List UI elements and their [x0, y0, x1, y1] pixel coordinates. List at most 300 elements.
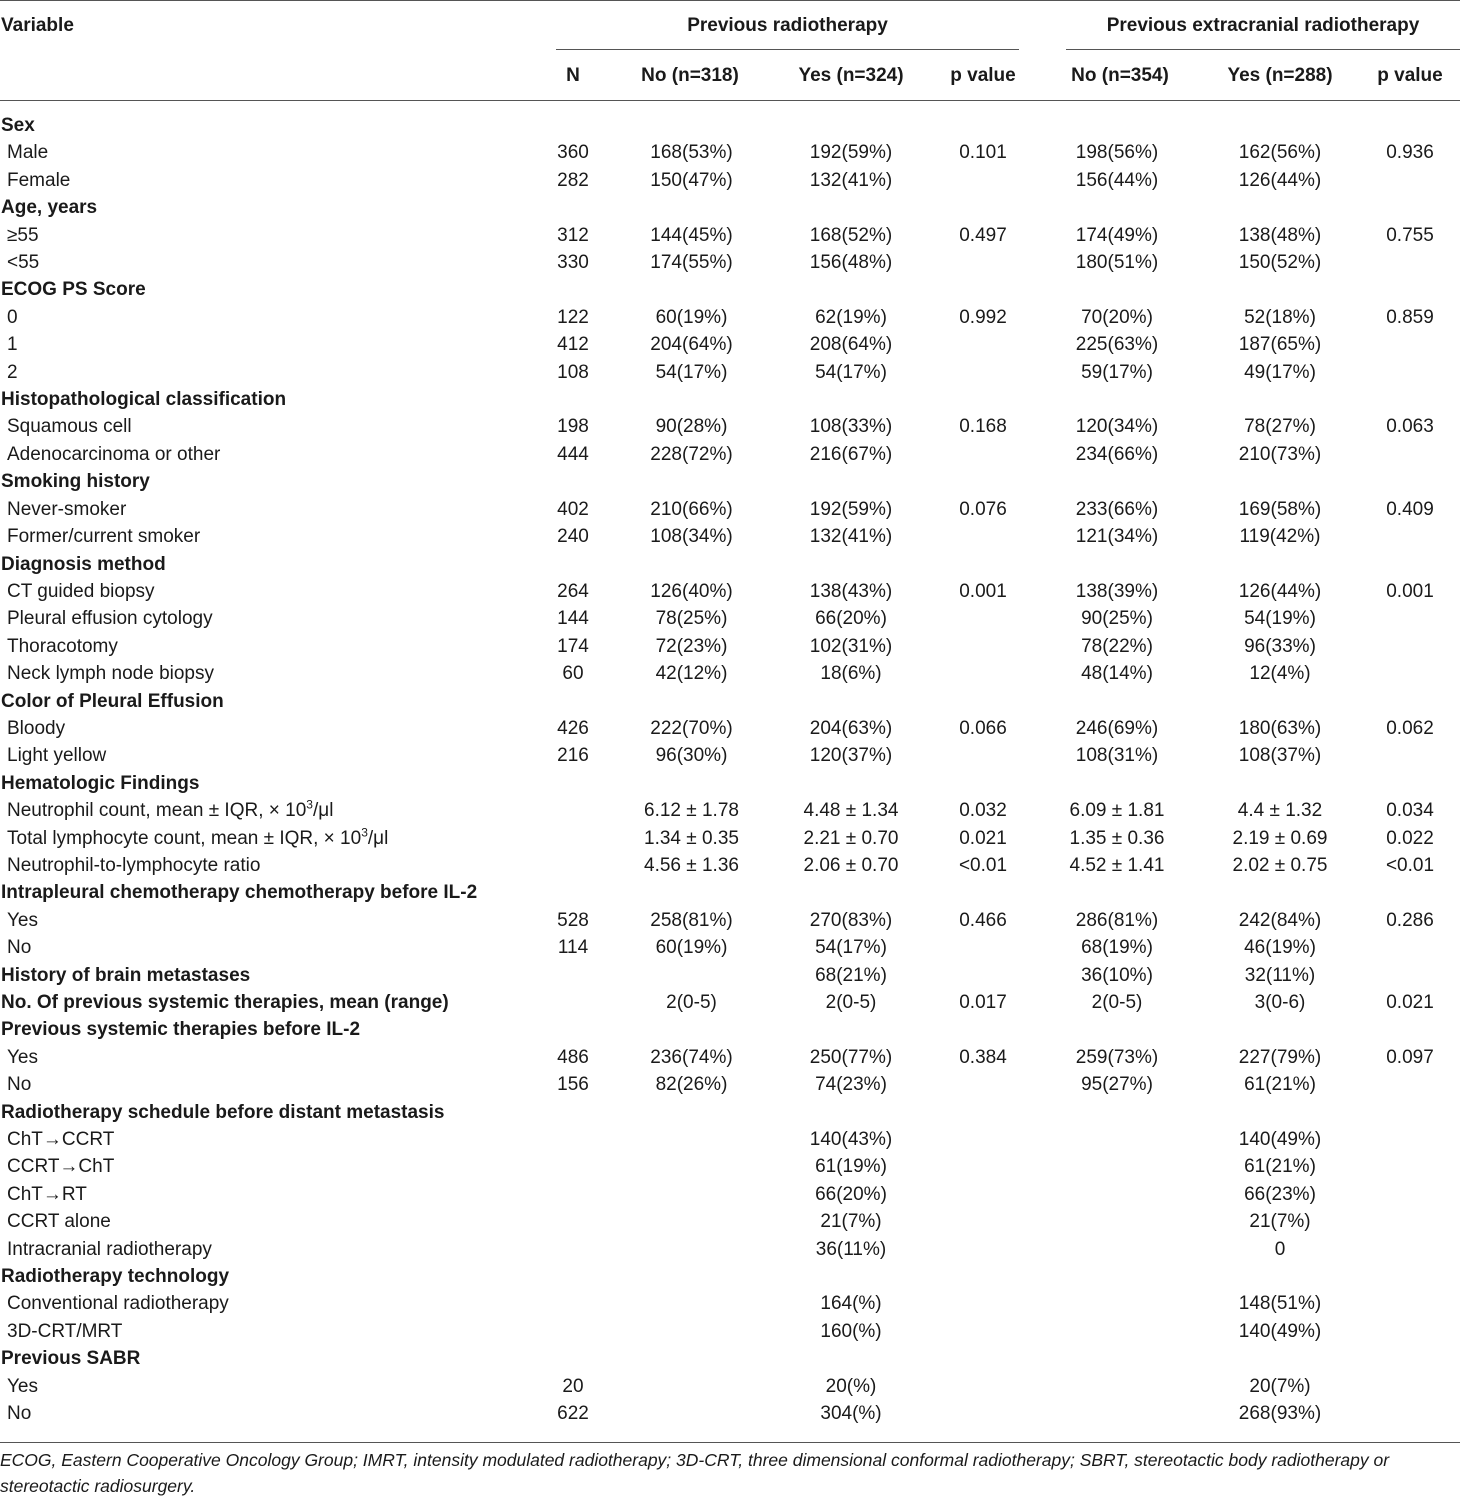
section-row [0, 551, 1460, 578]
table-cell [613, 1153, 770, 1180]
table-cell [932, 551, 1034, 578]
table-cell: 486 [557, 1046, 589, 1068]
table-cell: 20(%) [825, 1375, 877, 1397]
table-cell: 0.409 [1386, 498, 1434, 520]
table-cell: 120(34%) [1075, 416, 1159, 438]
row-label: Yes [7, 1046, 38, 1068]
table-cell [613, 1263, 770, 1290]
table-cell: 0.001 [1386, 580, 1434, 602]
table-row [0, 660, 1460, 687]
table-cell [613, 194, 770, 221]
table-cell: 0.076 [959, 498, 1007, 520]
table-cell: 70(20%) [1081, 306, 1153, 328]
table-cell [1360, 359, 1460, 386]
section-label: Color of Pleural Effusion [1, 690, 224, 712]
table-cell: 96(33%) [1244, 635, 1316, 657]
table-cell [613, 962, 770, 989]
table-cell: 126(44%) [1238, 169, 1322, 191]
table-row [0, 523, 1460, 550]
table-cell [1360, 1181, 1460, 1208]
section-row [0, 1016, 1460, 1043]
table-cell: 68(21%) [815, 964, 887, 986]
table-cell [932, 112, 1034, 139]
row-label: Neutrophil count, mean ± IQR, × $10^3/\mu l$ [7, 797, 334, 822]
section-label: History of brain metastases [1, 964, 251, 986]
table-cell: 0.859 [1386, 306, 1434, 328]
table-cell: 216 [557, 745, 589, 767]
table-cell [770, 688, 932, 715]
table-cell [1034, 112, 1200, 139]
table-cell [533, 1016, 613, 1043]
table-cell: 90(28%) [655, 416, 728, 438]
table-cell: 72(23%) [655, 635, 728, 657]
table-cell [1360, 1126, 1460, 1153]
table-cell [1360, 551, 1460, 578]
table-cell [533, 879, 613, 906]
table-row [0, 605, 1460, 632]
group1-underline [556, 49, 1019, 50]
table-cell [932, 1099, 1034, 1126]
table-cell [1034, 1400, 1200, 1427]
table-cell [1034, 1373, 1200, 1400]
section-label: Radiotherapy technology [1, 1266, 230, 1288]
table-cell: 2.19 ± 0.69 [1232, 827, 1328, 849]
col-header-no-prev-rt: No (n=318) [641, 65, 739, 86]
table-cell [1034, 688, 1200, 715]
table-cell [1200, 1099, 1360, 1126]
section-row [0, 276, 1460, 303]
table-cell: 61(21%) [1244, 1156, 1316, 1178]
table-row [0, 413, 1460, 440]
table-cell: 160(%) [820, 1320, 882, 1342]
table-cell [533, 1236, 613, 1263]
table-cell [932, 468, 1034, 495]
table-cell: 198 [557, 416, 589, 438]
table-cell [533, 468, 613, 495]
baseline-characteristics-table [0, 112, 1460, 1428]
table-cell: 192(59%) [809, 142, 893, 164]
table-cell: 0.466 [959, 909, 1007, 931]
section-row [0, 770, 1460, 797]
row-label: ChT→CCRT [7, 1129, 115, 1151]
table-cell: 138(43%) [809, 580, 893, 602]
table-cell [613, 112, 770, 139]
table-cell: 198(56%) [1075, 142, 1159, 164]
table-cell: 187(65%) [1238, 334, 1322, 356]
table-cell: 264 [557, 580, 589, 602]
table-cell: 174(55%) [650, 252, 733, 274]
table-cell [533, 1126, 613, 1153]
row-label: 3D-CRT/MRT [7, 1320, 123, 1342]
table-cell: 20(7%) [1249, 1375, 1311, 1397]
section-row [0, 962, 1460, 989]
row-label: Yes [7, 909, 38, 931]
table-cell [533, 852, 613, 879]
table-cell [770, 468, 932, 495]
table-cell [770, 551, 932, 578]
table-cell [1034, 468, 1200, 495]
table-cell [932, 742, 1034, 769]
row-label: Yes [7, 1375, 38, 1397]
table-cell [932, 688, 1034, 715]
table-cell [613, 1099, 770, 1126]
table-cell [932, 249, 1034, 276]
table-cell: 0.101 [959, 142, 1007, 164]
table-cell [1360, 523, 1460, 550]
table-row [0, 633, 1460, 660]
table-cell: 246(69%) [1075, 717, 1159, 739]
table-cell [932, 633, 1034, 660]
table-cell: 312 [557, 224, 589, 246]
row-label: Former/current smoker [7, 526, 201, 548]
table-row [0, 825, 1460, 852]
table-cell: 234(66%) [1075, 443, 1159, 465]
table-cell [1034, 1236, 1200, 1263]
table-cell [1034, 551, 1200, 578]
table-cell: 210(66%) [650, 498, 733, 520]
table-cell: 0.021 [959, 827, 1007, 849]
row-label: <55 [7, 252, 40, 274]
table-cell [533, 825, 613, 852]
table-cell [1200, 386, 1360, 413]
table-cell [533, 797, 613, 824]
table-row [0, 249, 1460, 276]
table-cell [1200, 770, 1360, 797]
table-cell: 236(74%) [650, 1046, 733, 1068]
table-cell: 282 [557, 169, 589, 191]
table-row [0, 1153, 1460, 1180]
section-label: Previous SABR [1, 1348, 141, 1370]
table-cell [1034, 1126, 1200, 1153]
table-cell: 402 [557, 498, 589, 520]
table-cell: 95(27%) [1081, 1074, 1153, 1096]
section-label: Sex [1, 115, 35, 136]
table-cell [533, 551, 613, 578]
table-cell: 0.097 [1386, 1046, 1434, 1068]
table-cell [1360, 742, 1460, 769]
table-cell [932, 386, 1034, 413]
table-cell [1034, 1099, 1200, 1126]
table-cell: 4.4 ± 1.32 [1237, 800, 1323, 822]
table-cell [1200, 1345, 1360, 1372]
table-cell: 36(10%) [1081, 964, 1153, 986]
table-row [0, 331, 1460, 358]
group2-underline [1066, 49, 1460, 50]
table-cell [1360, 1208, 1460, 1235]
row-label: Adenocarcinoma or other [7, 443, 221, 465]
table-cell: 4.48 ± 1.34 [803, 800, 899, 822]
section-row [0, 112, 1460, 139]
section-row [0, 194, 1460, 221]
table-cell: 54(17%) [815, 361, 887, 383]
table-cell: 208(64%) [809, 334, 893, 356]
section-label: Histopathological classification [1, 389, 287, 411]
table-cell: 108(37%) [1238, 745, 1322, 767]
table-cell: 18(6%) [820, 663, 882, 685]
table-cell: 12(4%) [1249, 663, 1311, 685]
table-cell: 61(21%) [1244, 1074, 1316, 1096]
section-row [0, 468, 1460, 495]
table-row [0, 715, 1460, 742]
table-cell: 225(63%) [1075, 334, 1159, 356]
table-cell: 1.35 ± 0.36 [1069, 827, 1165, 849]
table-row [0, 1071, 1460, 1098]
table-cell: 204(64%) [650, 334, 733, 356]
table-cell: 227(79%) [1238, 1046, 1322, 1068]
table-cell: 222(70%) [650, 717, 733, 739]
table-cell [932, 1290, 1034, 1317]
table-row [0, 222, 1460, 249]
table-cell: 96(30%) [655, 745, 728, 767]
table-cell: 32(11%) [1244, 964, 1316, 986]
row-label: CCRT alone [7, 1211, 111, 1233]
table-cell: 0.021 [1386, 992, 1434, 1013]
row-label: Male [7, 142, 49, 164]
table-cell [932, 879, 1034, 906]
table-cell [613, 879, 770, 906]
table-cell: 150(47%) [650, 169, 733, 191]
table-cell [533, 112, 613, 139]
table-cell [932, 359, 1034, 386]
table-row [0, 1126, 1460, 1153]
table-cell [1034, 1153, 1200, 1180]
table-cell: 61(19%) [815, 1156, 887, 1178]
col-header-no-extracranial: No (n=354) [1071, 65, 1169, 86]
table-cell [1360, 194, 1460, 221]
table-cell [613, 1290, 770, 1317]
row-label: Bloody [7, 717, 66, 739]
table-cell [1360, 1345, 1460, 1372]
table-cell [1360, 1071, 1460, 1098]
table-cell: 66(23%) [1244, 1183, 1316, 1205]
header-rule [0, 100, 1460, 101]
table-cell: 270(83%) [809, 909, 893, 931]
table-cell [932, 1208, 1034, 1235]
table-cell: 68(19%) [1081, 937, 1153, 959]
table-cell [1200, 276, 1360, 303]
table-cell [533, 770, 613, 797]
col-header-n: N [566, 65, 580, 86]
table-cell: 0.286 [1386, 909, 1434, 931]
table-cell: 144 [557, 608, 589, 630]
table-cell [1034, 1181, 1200, 1208]
table-cell [770, 112, 932, 139]
table-cell [613, 1181, 770, 1208]
table-cell: 444 [557, 443, 589, 465]
table-cell [613, 1016, 770, 1043]
table-cell: 140(49%) [1238, 1320, 1322, 1342]
row-label: No [7, 937, 32, 959]
table-cell: 144(45%) [650, 224, 733, 246]
table-cell: 108(33%) [809, 416, 893, 438]
table-cell: 82(26%) [655, 1074, 728, 1096]
table-cell: 0.017 [959, 992, 1007, 1013]
table-row [0, 1318, 1460, 1345]
table-cell: 242(84%) [1238, 909, 1322, 931]
table-cell: 42(12%) [655, 663, 728, 685]
table-cell: 2(0-5) [825, 992, 877, 1013]
row-label: Neutrophil-to-lymphocyte ratio [7, 854, 261, 876]
table-cell: 164(%) [820, 1293, 882, 1315]
table-cell [932, 1236, 1034, 1263]
table-cell: 4.52 ± 1.41 [1069, 854, 1165, 876]
section-label: Intrapleural chemotherapy chemotherapy before IL-2 [1, 882, 478, 904]
superscript: 3 [306, 797, 313, 812]
table-cell [1360, 688, 1460, 715]
table-row [0, 578, 1460, 605]
table-cell [1034, 879, 1200, 906]
table-cell: 138(39%) [1075, 580, 1159, 602]
section-label: Smoking history [1, 471, 150, 493]
table-cell [1200, 879, 1360, 906]
table-cell [1360, 1099, 1460, 1126]
table-cell [932, 331, 1034, 358]
table-cell [932, 1181, 1034, 1208]
table-cell: 78(27%) [1244, 416, 1316, 438]
table-cell: 62(19%) [815, 306, 887, 328]
table-cell [770, 1263, 932, 1290]
table-cell [1360, 276, 1460, 303]
table-row [0, 359, 1460, 386]
table-cell: 6.12 ± 1.78 [644, 800, 739, 822]
table-cell [533, 1181, 613, 1208]
table-cell: 216(67%) [809, 443, 893, 465]
table-cell: 304(%) [820, 1403, 882, 1425]
table-cell [1200, 112, 1360, 139]
table-cell [1360, 112, 1460, 139]
table-cell [932, 934, 1034, 961]
table-cell: 156(44%) [1075, 169, 1159, 191]
section-label: Hematologic Findings [1, 772, 200, 794]
table-cell [1360, 468, 1460, 495]
table-cell: 0.384 [959, 1046, 1007, 1068]
table-cell [770, 1099, 932, 1126]
table-cell [1200, 194, 1360, 221]
table-cell: 114 [557, 937, 589, 959]
table-cell [1360, 1373, 1460, 1400]
row-label: ≥55 [7, 224, 39, 246]
table-cell: 2.21 ± 0.70 [803, 827, 899, 849]
table-cell [533, 1318, 613, 1345]
table-cell [1034, 1208, 1200, 1235]
row-label: 2 [7, 361, 18, 383]
table-cell [533, 989, 613, 1016]
table-cell [613, 770, 770, 797]
table-cell: 240 [557, 526, 589, 548]
table-cell: 412 [557, 334, 589, 356]
table-cell: 168(53%) [650, 142, 733, 164]
table-cell: 66(20%) [815, 1183, 887, 1205]
table-cell [1200, 468, 1360, 495]
row-label: Light yellow [7, 745, 107, 767]
table-cell: 108(34%) [650, 526, 733, 548]
table-cell: 126(40%) [650, 580, 733, 602]
table-cell [1034, 1318, 1200, 1345]
table-cell: 2(0-5) [666, 992, 717, 1013]
table-cell [1360, 441, 1460, 468]
table-row [0, 907, 1460, 934]
table-cell [1034, 1263, 1200, 1290]
table-cell: 108(31%) [1075, 745, 1159, 767]
section-label: ECOG PS Score [1, 279, 146, 301]
table-cell [613, 1400, 770, 1427]
table-row [0, 496, 1460, 523]
table-cell: 74(23%) [815, 1074, 887, 1096]
table-cell: <0.01 [1385, 854, 1435, 876]
table-cell [1200, 1263, 1360, 1290]
table-cell: 258(81%) [650, 909, 733, 931]
section-row [0, 1263, 1460, 1290]
table-cell [613, 276, 770, 303]
table-cell [613, 1126, 770, 1153]
table-cell: 140(43%) [809, 1129, 893, 1151]
table-cell: 286(81%) [1075, 909, 1159, 931]
table-cell: 54(17%) [655, 361, 728, 383]
table-cell: 204(63%) [809, 717, 893, 739]
table-cell: 228(72%) [650, 443, 733, 465]
table-cell: 0.936 [1386, 142, 1434, 164]
table-cell: 66(20%) [815, 608, 887, 630]
table-cell: 120(37%) [809, 745, 893, 767]
header-variable: Variable [1, 15, 74, 36]
table-cell: 132(41%) [809, 526, 893, 548]
table-cell [932, 1400, 1034, 1427]
table-cell: 426 [557, 717, 589, 739]
row-label: Squamous cell [7, 416, 132, 438]
table-cell [932, 1071, 1034, 1098]
table-cell [932, 167, 1034, 194]
table-cell [1034, 770, 1200, 797]
table-cell: 0.062 [1386, 717, 1434, 739]
row-label: Conventional radiotherapy [7, 1293, 229, 1315]
row-label: CCRT→ChT [7, 1156, 115, 1178]
table-cell [1360, 386, 1460, 413]
table-cell [613, 1318, 770, 1345]
col-header-yes-extracranial: Yes (n=288) [1227, 65, 1333, 86]
section-row [0, 879, 1460, 906]
table-cell: 121(34%) [1075, 526, 1159, 548]
table-cell [533, 688, 613, 715]
table-cell [613, 1373, 770, 1400]
table-cell: 330 [557, 252, 589, 274]
table-cell [1200, 688, 1360, 715]
table-cell [932, 1126, 1034, 1153]
table-cell: 59(17%) [1081, 361, 1153, 383]
section-row [0, 989, 1460, 1016]
table-cell [533, 386, 613, 413]
table-cell: 36(11%) [815, 1238, 887, 1260]
table-cell [932, 770, 1034, 797]
table-cell: 20 [562, 1375, 584, 1397]
row-label: ChT→RT [7, 1183, 87, 1205]
table-cell [770, 194, 932, 221]
table-row [0, 742, 1460, 769]
table-cell: 52(18%) [1244, 306, 1316, 328]
table-cell [932, 605, 1034, 632]
table-cell [770, 770, 932, 797]
table-cell: 174 [557, 635, 589, 657]
table-cell: 360 [557, 142, 589, 164]
table-cell [1034, 386, 1200, 413]
table-cell [613, 1208, 770, 1235]
table-cell [932, 441, 1034, 468]
row-label: Never-smoker [7, 498, 127, 520]
table-cell [932, 1153, 1034, 1180]
table-cell: 140(49%) [1238, 1129, 1322, 1151]
table-cell [1360, 331, 1460, 358]
table-cell [932, 1318, 1034, 1345]
table-cell: 148(51%) [1238, 1293, 1322, 1315]
